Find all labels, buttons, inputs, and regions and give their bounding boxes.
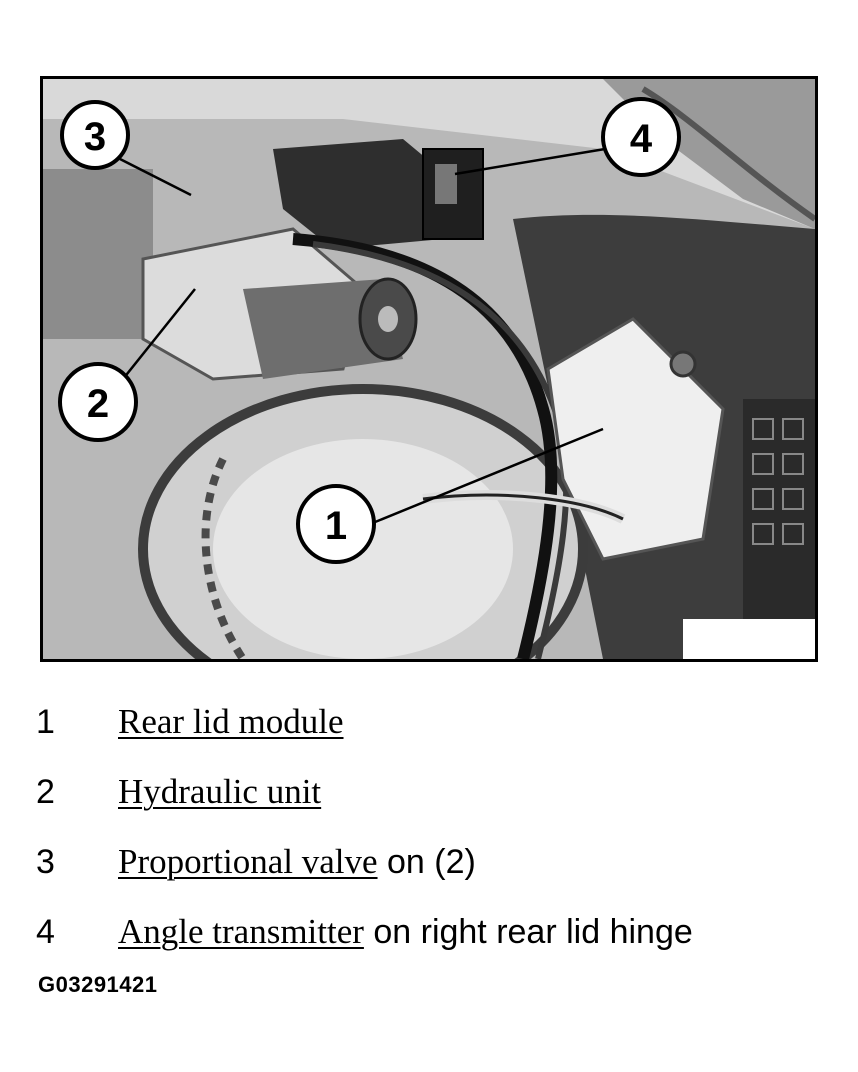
legend-item-2 bbox=[36, 768, 836, 816]
svg-text:2: 2 bbox=[86, 382, 110, 426]
legend-item-4 bbox=[36, 908, 836, 956]
photo-illustration bbox=[43, 79, 815, 659]
legend-suffix: on (2) bbox=[377, 843, 476, 881]
legend-number: 2 bbox=[36, 773, 55, 811]
svg-text:3: 3 bbox=[83, 115, 107, 159]
figure-id: G03291421 bbox=[38, 972, 158, 997]
rear-lid-module-link[interactable]: Rear lid module bbox=[118, 702, 344, 741]
callout-1 bbox=[298, 486, 374, 562]
component-photo bbox=[40, 76, 818, 662]
legend-number: 3 bbox=[36, 843, 55, 881]
legend-item-3 bbox=[36, 838, 836, 886]
callout-2 bbox=[60, 364, 136, 440]
hydraulic-unit-link[interactable]: Hydraulic unit bbox=[118, 772, 322, 811]
callout-4 bbox=[603, 99, 679, 175]
legend-item-1 bbox=[36, 698, 836, 746]
callout-3 bbox=[62, 102, 128, 168]
proportional-valve-link[interactable]: Proportional valve bbox=[118, 842, 378, 881]
legend-number: 4 bbox=[36, 913, 55, 951]
legend-number: 1 bbox=[36, 703, 55, 741]
legend-suffix: on right rear lid hinge bbox=[363, 913, 693, 951]
angle-transmitter-link[interactable]: Angle transmitter bbox=[118, 912, 364, 951]
svg-text:4: 4 bbox=[629, 117, 653, 161]
svg-text:1: 1 bbox=[324, 504, 348, 548]
